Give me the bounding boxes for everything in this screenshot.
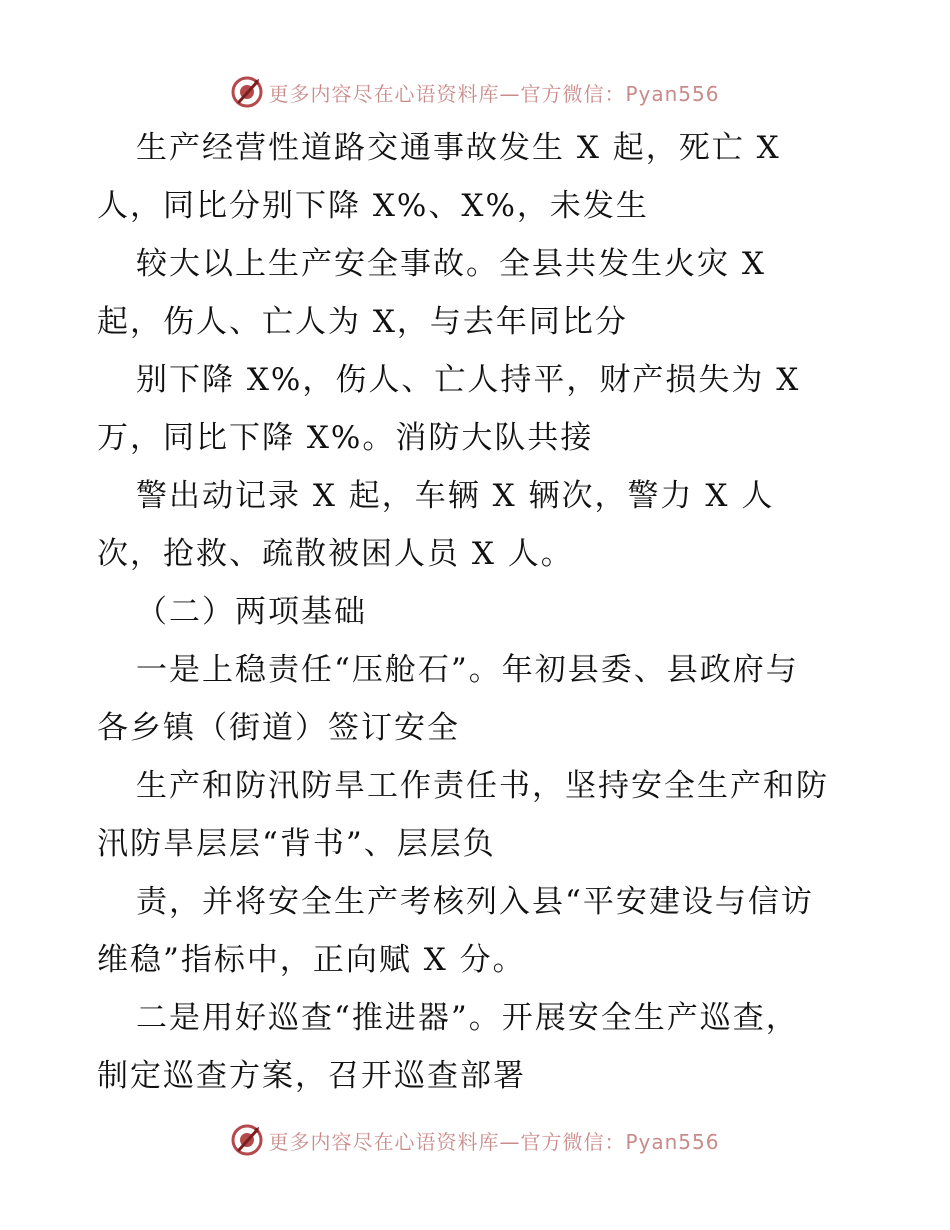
- paragraph-line: 二是用好巡查“推进器”。开展安全生产巡查，: [136, 1000, 799, 1036]
- paragraph-line: 汛防旱层层“背书”、层层负: [97, 826, 496, 862]
- paragraph-line: 万，同比下降 X%。消防大队共接: [97, 420, 594, 456]
- paragraph-line: 起，伤人、亡人为 X，与去年同比分: [97, 304, 628, 340]
- paragraph-line: 责，并将安全生产考核列入县“平安建设与信访: [136, 884, 814, 920]
- paragraph-line: 较大以上生产安全事故。全县共发生火灾 X: [136, 246, 766, 282]
- header-watermark-text: 更多内容尽在心语资料库—官方微信：Pyan556: [268, 81, 720, 106]
- paragraph-line: 人，同比分别下降 X%、X%，未发生: [97, 188, 649, 224]
- paragraph-line: 生产经营性道路交通事故发生 X 起，死亡 X: [136, 130, 781, 166]
- paragraph-line: 制定巡查方案，召开巡查部署: [97, 1058, 526, 1094]
- paragraph-line: 维稳”指标中，正向赋 X 分。: [97, 942, 526, 978]
- paragraph-line: 警出动记录 X 起，车辆 X 辆次，警力 X 人: [136, 478, 775, 514]
- footer-watermark-text: 更多内容尽在心语资料库—官方微信：Pyan556: [268, 1129, 720, 1154]
- paragraph-line: 一是上稳责任“压舱石”。年初县委、县政府与: [136, 652, 799, 688]
- brand-logo-icon: [230, 75, 264, 109]
- paragraph-line: 生产和防汛防旱工作责任书，坚持安全生产和防: [136, 768, 829, 804]
- brand-logo-icon: [230, 1123, 264, 1157]
- paragraph-line: 别下降 X%，伤人、亡人持平，财产损失为 X: [136, 362, 801, 398]
- footer-watermark-banner: [0, 1120, 950, 1160]
- section-heading: （二）两项基础: [136, 594, 367, 630]
- paragraph-line: 各乡镇（街道）签订安全: [97, 710, 460, 746]
- header-watermark-banner: [0, 72, 950, 112]
- paragraph-line: 次，抢救、疏散被困人员 X 人。: [97, 536, 574, 572]
